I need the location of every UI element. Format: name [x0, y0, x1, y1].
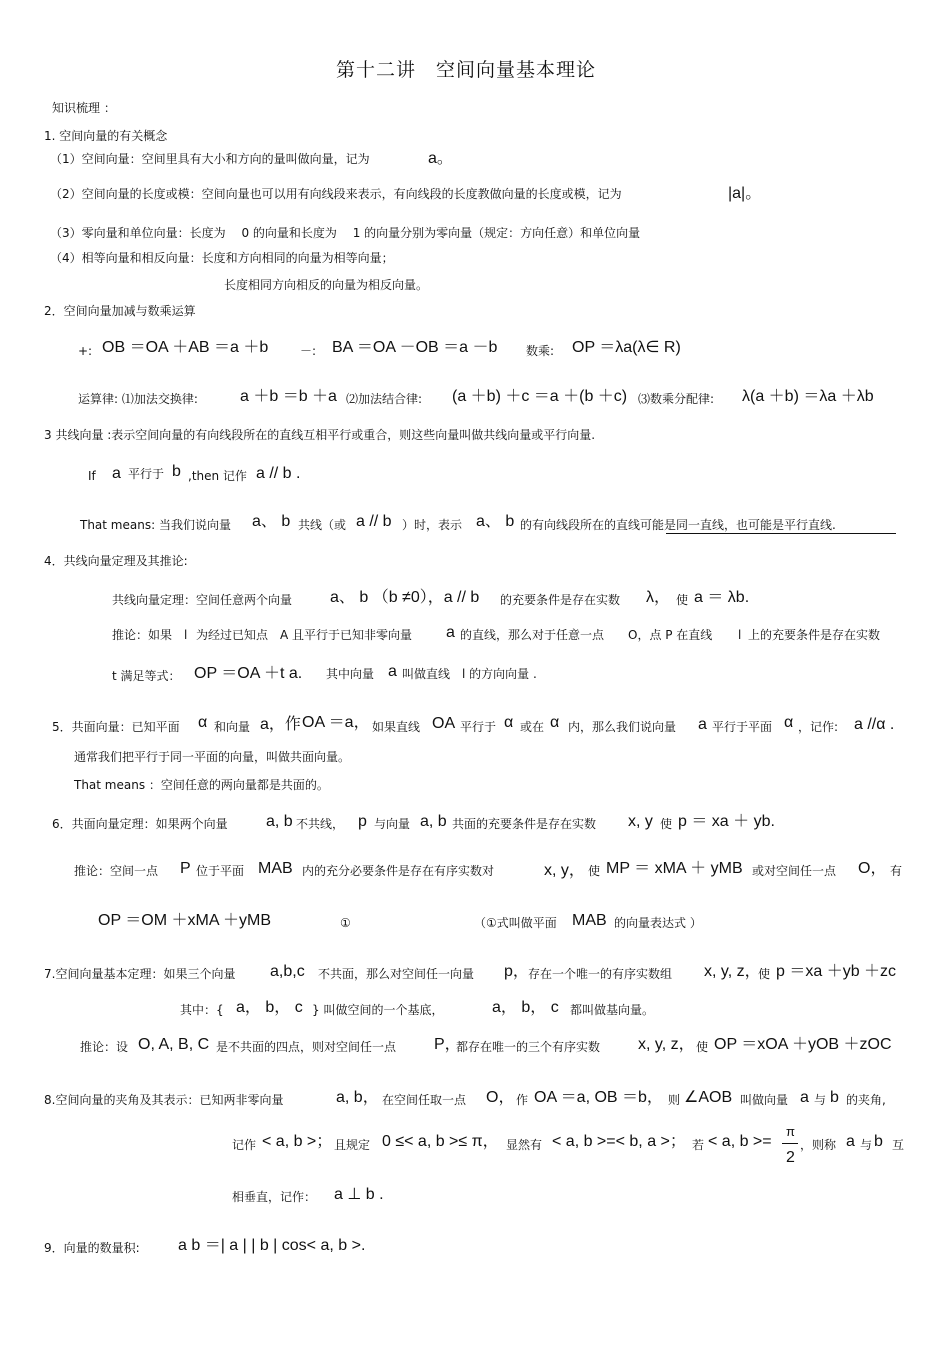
s5-alpha1: α [198, 714, 208, 731]
s6-text3: 与向量 [374, 817, 411, 831]
s1-line3: （3）零向量和单位向量：长度为 0 的向量和长度为 1 的向量分别为零向量（规定：方向任意）和单位向量 [50, 226, 641, 240]
cor-line-l2: l [738, 628, 742, 642]
if-vec-a: a [112, 465, 121, 482]
s5-alpha3: α [550, 714, 560, 731]
s5-vec-a2: a [698, 716, 707, 733]
s8-r2-text1: 记作 [232, 1138, 257, 1152]
s8-text6: 与 [814, 1093, 827, 1107]
distributive-label: ⑶数乘分配律: [638, 392, 715, 406]
s6-cor-p: P [180, 860, 191, 877]
s5-text2: 和向量 [214, 720, 251, 734]
underline-rule [666, 533, 896, 534]
s7-vec-abc: a,b,c [270, 963, 305, 980]
s6-cor-text3: 内的充分必要条件是存在有序实数对 [302, 864, 495, 878]
s8-r2-text5: ，则称 [800, 1138, 837, 1152]
s6-cor-text2: 位于平面 [196, 864, 245, 878]
intro-heading: 知识梳理 ： [52, 101, 116, 115]
s8-vec-ab: a, b， [336, 1089, 379, 1106]
s7-formula: p ＝xa ＋yb ＋zc [776, 963, 897, 980]
section1-heading: 1. 空间向量的有关概念 [44, 129, 168, 143]
s5-text1: 5．共面向量：已知平面 [52, 720, 180, 734]
s7-cor-p: P， [434, 1036, 461, 1053]
fraction-bar [782, 1143, 798, 1144]
t-text2: 其中向量 [326, 667, 375, 681]
s6-note-mab: MAB [572, 912, 607, 929]
s7-vec-p: p， [504, 963, 529, 980]
s8-text3: 作 [516, 1093, 529, 1107]
s6-cor-text4: 使 [588, 864, 601, 878]
s6-cor-o: O， [858, 860, 887, 877]
s8-vec-b: b [830, 1089, 839, 1106]
s6-plane-formula: OP ＝OM ＋xMA ＋yMB [98, 912, 272, 929]
s7-base-text1: 其中：{ [180, 1003, 224, 1017]
s7-cor-formula: OP ＝xOA ＋yOB ＋zOC [714, 1036, 892, 1053]
commutative-formula: a ＋b ＝b ＋a [240, 388, 337, 405]
s1-line2-math: |a|。 [728, 185, 762, 202]
page-title: 第十二讲 空间向量基本理论 [336, 59, 597, 81]
s6-note-text2: 的向量表达式 ） [614, 916, 702, 930]
s6-note-text1: （①式叫做平面 [474, 916, 557, 930]
s1-line2-text: （2）空间向量的长度或模：空间向量也可以用有向线段来表示，有向线段的长度教做向量的长度或模，记为 [50, 187, 622, 201]
s9-formula: a b ＝| a | | b | cos< a, b >. [178, 1237, 366, 1254]
t-text1: t 满足等式： [112, 669, 181, 683]
s5-text5: 或在 [520, 720, 545, 734]
s6-text2: 不共线， [296, 817, 345, 831]
s6-vec-p: p [358, 813, 367, 830]
s7-base-vecs: a， b， c [236, 999, 303, 1016]
cor-text2: 为经过已知点 A 且平行于已知非零向量 [196, 628, 413, 642]
s6-vec-ab2: a, b [420, 813, 447, 830]
s6-eq-number: ① [340, 916, 351, 930]
section4-heading: 4．共线向量定理及其推论: [44, 554, 188, 568]
s7-text3: 存在一个唯一的有序实数组 [528, 967, 673, 981]
section2-heading: 2．空间向量加减与数乘运算 [44, 304, 196, 318]
s8-r2-vec-a: a [846, 1133, 855, 1150]
s7-text1: 7.空间向量基本定理：如果三个向量 [44, 967, 236, 981]
add-label: +: [78, 344, 93, 358]
s8-oa-ob: OA ＝a, OB ＝b， [534, 1089, 663, 1106]
associative-formula: (a ＋b) ＋c ＝a ＋(b ＋c) [452, 388, 628, 405]
s7-cor-text2: 是不共面的四点，则对空间任一点 [216, 1040, 397, 1054]
law-label: 运算律: ⑴加法交换律: [78, 392, 198, 406]
if-word: If [88, 469, 96, 483]
if-then-text: ,then 记作 [188, 469, 247, 483]
means-text4: 的有向线段所在的直线可能是同一直线，也可能是平行直线. [520, 518, 836, 532]
s8-r2-text3: 显然有 [506, 1138, 543, 1152]
s6-text1: 6．共面向量定理：如果两个向量 [52, 817, 228, 831]
s8-vec-a: a [800, 1089, 809, 1106]
s6-cor-text6: 有 [890, 864, 903, 878]
s7-cor-text3: 都存在唯一的三个有序实数 [456, 1040, 601, 1054]
s8-r2-vec-b: b [874, 1133, 883, 1150]
s5-text7: 平行于平面 [712, 720, 773, 734]
section3-heading: 3 共线向量 :表示空间向量的有向线段所在的直线互相平行或重合，则这些向量叫做共线向量或平行向量. [44, 428, 596, 442]
s7-text4: 使 [758, 967, 771, 981]
cor-text4: 上的充要条件是存在实数 [748, 628, 881, 642]
t-vec-a: a [388, 663, 397, 680]
means-text2: 共线（或 [298, 518, 347, 532]
s6-cor-formula: MP ＝ xMA ＋ yMB [606, 860, 743, 877]
s6-formula: p ＝ xa ＋ yb. [678, 813, 775, 830]
t-text3: 叫做直线 l 的方向向量 . [402, 667, 537, 681]
s8-r2-text2: 且规定 [334, 1138, 371, 1152]
s5-alpha2: α [504, 714, 514, 731]
s8-text2: 在空间任取一点 [382, 1093, 467, 1107]
means-vec1: a、 b [252, 513, 291, 530]
mul-formula: OP ＝λa(λ∈ R) [572, 339, 681, 356]
cor-text3: 的直线，那么对于任意一点 O，点 P 在直线 [460, 628, 713, 642]
s5-text4: 平行于 [460, 720, 497, 734]
thm-text3: 使 [676, 593, 689, 607]
s8-r3-text: 相垂直，记作： [232, 1190, 317, 1204]
thm-vectors: a、 b （b ≠0），a // b [330, 589, 480, 606]
t-formula: OP ＝OA ＋t a. [194, 665, 303, 682]
means-vec2: a、 b [476, 513, 515, 530]
thm-text2: 的充要条件是存在实数 [500, 593, 621, 607]
cor-vec-a: a [446, 624, 455, 641]
cor-text1: 推论：如果 [112, 628, 173, 642]
s5-text6: 内，那么我们说向量 [568, 720, 677, 734]
associative-label: ⑵加法结合律: [346, 392, 423, 406]
s8-r2-range: 0 ≤< a, b >≤ π， [382, 1133, 499, 1150]
s1-line1-math: a。 [428, 150, 453, 167]
s7-cor-text4: 使 [696, 1040, 709, 1054]
s8-text7: 的夹角, [846, 1093, 886, 1107]
s6-xy: x, y [628, 813, 653, 830]
s7-base-text3: 都叫做基向量。 [570, 1003, 655, 1017]
s5-line2: 通常我们把平行于同一平面的向量，叫做共面向量。 [74, 750, 351, 764]
s5-alpha4: α [784, 714, 794, 731]
s8-r2-symmetry: < a, b >=< b, a >； [552, 1133, 686, 1150]
s5-notation: a //α . [854, 716, 895, 733]
s8-r2-perp: < a, b >= [708, 1133, 772, 1150]
s8-r3-perp: a ⊥ b . [334, 1186, 384, 1203]
cor-line-l: l [184, 628, 188, 642]
s1-line5: 长度相同方向相反的向量为相反向量。 [224, 278, 429, 292]
s7-xyz: x, y, z， [704, 963, 761, 980]
distributive-formula: λ(a ＋b) ＝λa ＋λb [742, 388, 874, 405]
s6-text5: 使 [660, 817, 673, 831]
s9-heading: 9．向量的数量积: [44, 1241, 140, 1255]
mul-label: 数乘: [526, 344, 555, 358]
s8-angle-aob: ∠AOB [684, 1089, 733, 1106]
thm-formula: a ＝ λb. [694, 589, 750, 606]
s7-base-text2: } 叫做空间的一个基底， [312, 1003, 444, 1017]
s8-r2-pi: π [786, 1124, 795, 1139]
s6-cor-mab: MAB [258, 860, 293, 877]
s6-text4: 共面的充要条件是存在实数 [452, 817, 597, 831]
s8-r2-text7: 互 [892, 1138, 905, 1152]
s8-r2-angle: < a, b >； [262, 1133, 333, 1150]
s5-text3: 如果直线 [372, 720, 421, 734]
sub-label: －: [300, 344, 317, 358]
s5-line3: That means ：空间任意的两向量都是共面的。 [74, 778, 329, 792]
s8-text4: 则 [668, 1093, 681, 1107]
s5-text8: ，记作: [798, 720, 839, 734]
s6-cor-xy: x, y， [544, 862, 585, 879]
if-vec-b: b [172, 463, 181, 480]
sub-formula: BA ＝OA －OB ＝a －b [332, 339, 498, 356]
s1-line1-text: （1）空间向量：空间里具有大小和方向的量叫做向量，记为 [50, 152, 370, 166]
s7-cor-points: O, A, B, C [138, 1036, 210, 1053]
s8-text1: 8.空间向量的夹角及其表示：已知两非零向量 [44, 1093, 284, 1107]
s7-text2: 不共面，那么对空间任一向量 [318, 967, 475, 981]
s6-cor-text5: 或对空间任一点 [752, 864, 837, 878]
thm-lambda: λ， [646, 589, 671, 606]
if-parallel-formula: a // b . [256, 465, 301, 482]
s8-r2-text4: 若 [692, 1138, 705, 1152]
add-formula: OB ＝OA ＋AB ＝a ＋b [102, 339, 269, 356]
means-text1: That means: 当我们说向量 [80, 518, 231, 532]
s8-text5: 叫做向量 [740, 1093, 789, 1107]
s6-vec-ab: a, b [266, 813, 293, 830]
s8-r2-two: 2 [786, 1149, 795, 1166]
s7-cor-xyz: x, y, z， [638, 1036, 695, 1053]
s8-point-o: O， [486, 1089, 515, 1106]
means-text3: ）时，表示 [402, 518, 463, 532]
s8-r2-text6: 与 [860, 1138, 873, 1152]
s5-vec-a: a，作 [260, 716, 301, 733]
s5-line-oa: OA [432, 715, 456, 732]
thm-text1: 共线向量定理：空间任意两个向量 [112, 593, 293, 607]
s5-oa-formula: OA ＝a， [302, 714, 370, 731]
means-parallel: a // b [356, 513, 392, 530]
if-parallel-text: 平行于 [128, 467, 165, 481]
s6-cor-text1: 推论：空间一点 [74, 864, 159, 878]
s7-base-vecs2: a， b， c [492, 999, 559, 1016]
s1-line4: （4）相等向量和相反向量：长度和方向相同的向量为相等向量； [50, 251, 394, 265]
s7-cor-text1: 推论：设 [80, 1040, 129, 1054]
